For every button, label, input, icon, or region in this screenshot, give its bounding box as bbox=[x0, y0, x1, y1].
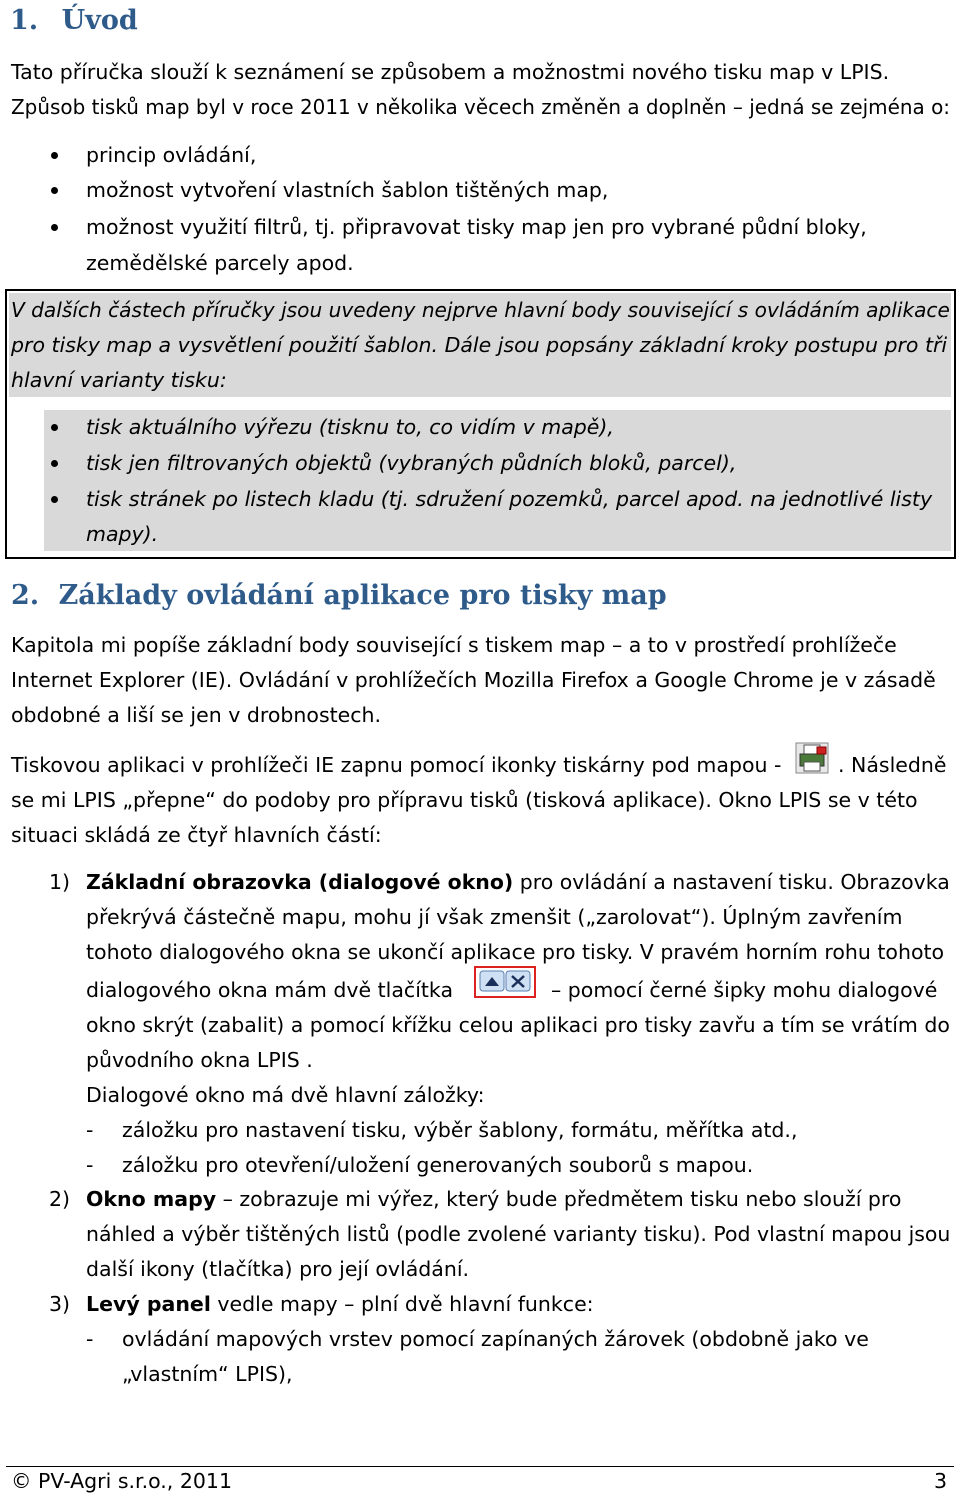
heading-2-title: Základy ovládání aplikace pro tisky map bbox=[58, 580, 667, 611]
heading-1 bbox=[10, 4, 138, 38]
para1-line-2: Internet Explorer (IE). Ovládání v prohlížečích Mozilla Firefox a Google Chrome je v zásadě bbox=[11, 668, 936, 692]
collapse-arrow-icon[interactable] bbox=[480, 971, 504, 991]
dialog-buttons-image bbox=[474, 966, 536, 998]
note-bullet-1: tisk aktuálního výřezu (tisknu to, co vidím v mapě), bbox=[86, 415, 614, 439]
note-bullet-3-continuation: mapy). bbox=[86, 522, 159, 546]
item-1-line-6: původního okna LPIS . bbox=[86, 1048, 313, 1072]
para1-line-1: Kapitola mi popíše základní body související s tiskem map – a to v prostředí prohlížeče bbox=[11, 633, 897, 657]
dash-marker: - bbox=[86, 1118, 94, 1142]
item-number-1: 1) bbox=[49, 870, 71, 894]
heading-2 bbox=[11, 579, 667, 613]
note-bullet-3: tisk stránek po listech kladu (tj. sdružení pozemků, parcel apod. na jednotlivé listy bbox=[86, 487, 933, 511]
item-2-bold: Okno mapy bbox=[86, 1187, 217, 1211]
bullet-dot bbox=[51, 496, 58, 503]
item-3-text: vedle mapy – plní dvě hlavní funkce: bbox=[217, 1292, 594, 1316]
item-2-line-3: další ikony (tlačítka) pro její ovládání. bbox=[86, 1257, 470, 1281]
bullet-dot bbox=[51, 152, 58, 159]
heading-1-number: 1. bbox=[10, 5, 39, 36]
heading-2-number: 2. bbox=[11, 580, 40, 611]
dash-item-2: záložku pro otevření/uložení generovaných souborů s mapou. bbox=[122, 1153, 754, 1177]
item-1-line-5: okno skrýt (zabalit) a pomocí křížku celou aplikaci pro tisky zavřu a tím se vrátím do bbox=[86, 1013, 950, 1037]
item-1-line-7: Dialogové okno má dvě hlavní záložky: bbox=[86, 1083, 485, 1107]
bullet-item-continuation: zemědělské parcely apod. bbox=[86, 251, 354, 275]
item-1-line-4b: – pomocí černé šipky mohu dialogové bbox=[551, 978, 938, 1002]
bullet-dot bbox=[51, 224, 58, 231]
item-2-line-1 bbox=[86, 1185, 901, 1213]
dash-marker: - bbox=[86, 1327, 94, 1351]
note-line-1: V dalších částech příručky jsou uvedeny nejprve hlavní body související s ovládáním aplikace bbox=[11, 298, 950, 322]
dash-item-3: ovládání mapových vrstev pomocí zapínaných žárovek (obdobně jako ve bbox=[122, 1327, 869, 1351]
footer-copyright: © PV-Agri s.r.o., 2011 bbox=[11, 1469, 232, 1493]
bullet-dot bbox=[51, 460, 58, 467]
close-x-icon[interactable] bbox=[506, 971, 530, 991]
note-line-3: hlavní varianty tisku: bbox=[11, 368, 227, 392]
bullet-item: možnost využití filtrů, tj. připravovat tisky map jen pro vybrané půdní bloky, bbox=[86, 215, 867, 239]
item-1-line-3: tohoto dialogového okna se ukončí aplikace pro tisky. V pravém horním rohu tohoto bbox=[86, 940, 945, 964]
dash-marker: - bbox=[86, 1153, 94, 1177]
item-1-line-2: překrývá částečně mapu, mohu jí však zmenšit („zarolovat“). Úplným zavřením bbox=[86, 905, 903, 929]
item-1-line-4a: dialogového okna mám dvě tlačítka bbox=[86, 978, 454, 1002]
bullet-item: možnost vytvoření vlastních šablon tištěných map, bbox=[86, 178, 609, 202]
page-number: 3 bbox=[934, 1469, 948, 1493]
intro-line-2: Způsob tisků map byl v roce 2011 v několika věcech změněn a doplněn – jedná se zejména o: bbox=[11, 95, 951, 119]
printer-icon[interactable] bbox=[795, 742, 829, 774]
item-1-line-1 bbox=[86, 868, 950, 896]
heading-1-title: Úvod bbox=[61, 5, 138, 36]
bullet-item: princip ovládání, bbox=[86, 143, 257, 167]
item-3-line-1 bbox=[86, 1290, 594, 1318]
para2-line-3: situaci skládá ze čtyř hlavních částí: bbox=[11, 823, 382, 847]
dash-item-1: záložku pro nastavení tisku, výběr šablony, formátu, měřítka atd., bbox=[122, 1118, 798, 1142]
bullet-dot bbox=[51, 187, 58, 194]
item-1-bold: Základní obrazovka (dialogové okno) bbox=[86, 870, 514, 894]
item-number-3: 3) bbox=[49, 1292, 71, 1316]
note-bullet-2: tisk jen filtrovaných objektů (vybraných půdních bloků, parcel), bbox=[86, 451, 737, 475]
dash-item-3-continuation: „vlastním“ LPIS), bbox=[122, 1362, 293, 1386]
note-line-2: pro tisky map a vysvětlení použití šablon. Dále jsou popsány základní kroky postupu pro tři bbox=[11, 333, 948, 357]
item-number-2: 2) bbox=[49, 1187, 71, 1211]
para2-line-1b: . Následně bbox=[838, 753, 947, 777]
item-2-line-2: náhled a výběr tištěných listů (podle zvolené varianty tisku). Pod vlastní mapou jsou bbox=[86, 1222, 951, 1246]
para2-line-1a: Tiskovou aplikaci v prohlížeči IE zapnu pomocí ikonky tiskárny pod mapou - bbox=[11, 753, 782, 777]
intro-line-1 bbox=[11, 58, 949, 86]
item-2-text: – zobrazuje mi výřez, který bude předmětem tisku nebo slouží pro bbox=[222, 1187, 902, 1211]
intro-text-1: Tato příručka slouží k seznámení se způsobem a možnostmi nového tisku map v LPIS. bbox=[11, 60, 890, 84]
item-3-bold: Levý panel bbox=[86, 1292, 211, 1316]
para1-line-3: obdobné a liší se jen v drobnostech. bbox=[11, 703, 382, 727]
item-1-text: pro ovládání a nastavení tisku. Obrazovka bbox=[519, 870, 950, 894]
para2-line-2: se mi LPIS „přepne“ do podoby pro přípravu tisků (tisková aplikace). Okno LPIS se v této bbox=[11, 788, 918, 812]
bullet-dot bbox=[51, 424, 58, 431]
